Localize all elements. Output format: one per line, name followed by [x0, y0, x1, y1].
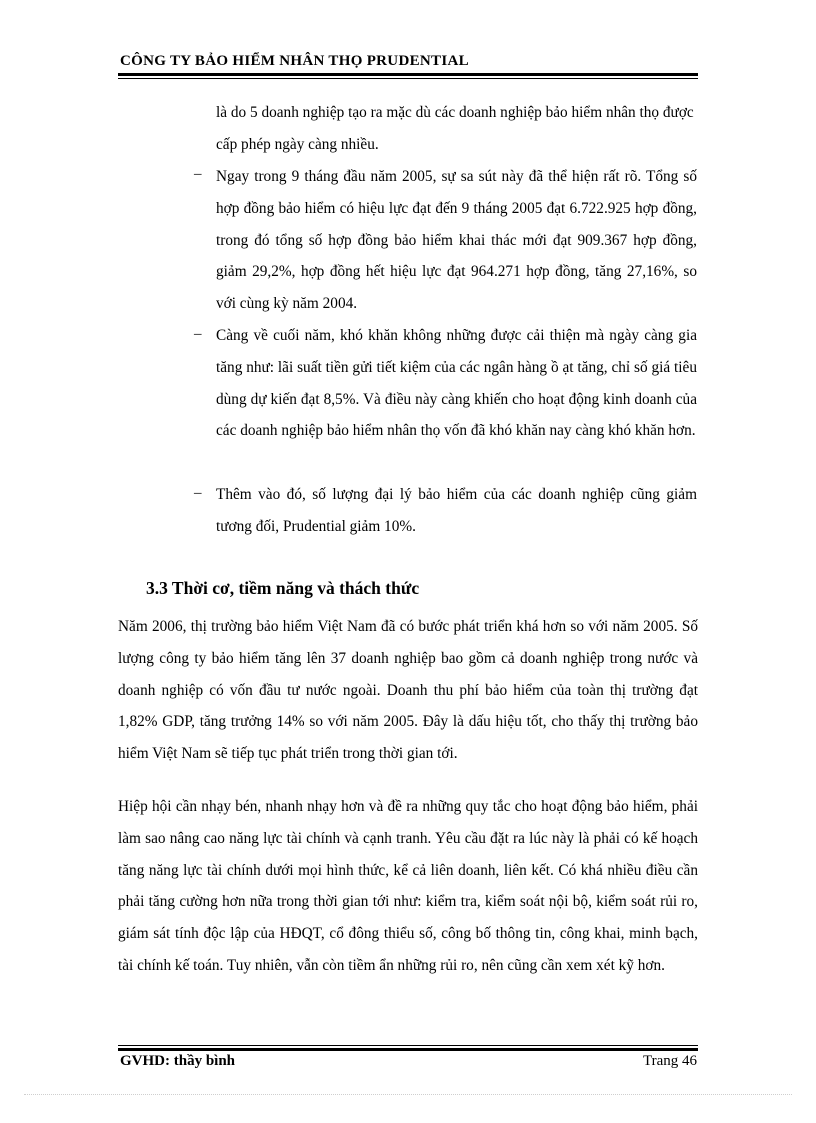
footer-rule-thin — [118, 1045, 698, 1046]
footer-advisor: GVHD: thầy bình — [120, 1053, 236, 1069]
footer-page-number: Trang 46 — [642, 1053, 697, 1069]
section-paragraph-2: Hiệp hội cần nhạy bén, nhanh nhạy hơn và đề ra những quy tắc cho hoạt động bảo hiểm, phải làm sao nâng cao năng lực tài chính và cạnh tranh. Yêu cầu đặt ra lúc này là phải có kế hoạch tăng năng lực tài chính dưới mọi hình thức, kể cả liên doanh, liên kết. Có khá nhiều điều cần phải tăng cường hơn nữa trong thời gian tới như: kiểm tra, kiểm soát nội bộ, kiểm soát rủi ro, giám sát tính độc lập của HĐQT, cổ đông thiểu số, công bố thông tin, công khai, minh bạch, tài chính kế toán. Tuy nhiên, vẫn còn tiềm ẩn những rủi ro, nên cũng cần xem xét kỹ hơn. — [118, 798, 698, 974]
header-rule-thick — [118, 73, 698, 76]
footer-rule-thick — [118, 1048, 698, 1051]
page-header-title: CÔNG TY BẢO HIỂM NHÂN THỌ PRUDENTIAL — [120, 53, 469, 69]
section-heading: 3.3 Thời cơ, tiềm năng và thách thức — [146, 578, 420, 598]
bullet-item-2: Càng về cuối năm, khó khăn không những được cải thiện mà ngày càng gia tăng như: lãi suất tiền gửi tiết kiệm của các ngân hàng ồ ạt tăng, chỉ số giá tiêu dùng dự kiến đạt 8,5%. Và điều này càng khiến cho hoạt động kinh doanh của các doanh nghiệp bảo hiểm nhân thọ vốn đã khó khăn nay càng khó khăn hơn. — [216, 327, 697, 440]
section-paragraph-1: Năm 2006, thị trường bảo hiểm Việt Nam đã có bước phát triển khá hơn so với năm 2005. Số lượng công ty bảo hiểm tăng lên 37 doanh nghiệp bao gồm cả doanh nghiệp trong nước và doanh nghiệp có vốn đầu tư nước ngoài. Doanh thu phí bảo hiểm của toàn thị trường đạt 1,82% GDP, tăng trưởng 14% so với năm 2005. Đây là dấu hiệu tốt, cho thấy thị trường bảo hiểm Việt Nam sẽ tiếp tục phát triển trong thời gian tới. — [118, 618, 698, 763]
bullet-marker: – — [194, 326, 202, 342]
header-rule-thin — [118, 78, 698, 79]
bullet-marker: – — [194, 485, 202, 501]
bullet-item-1: Ngay trong 9 tháng đầu năm 2005, sự sa sút này đã thể hiện rất rõ. Tổng số hợp đồng bảo hiểm có hiệu lực đạt đến 9 tháng 2005 đạt 6.722.925 hợp đồng, trong đó tổng số hợp đồng bảo hiểm khai thác mới đạt 909.367 hợp đồng, giảm 29,2%, hợp đồng hết hiệu lực đạt 964.271 hợp đồng, tăng 27,16%, so với cùng kỳ năm 2004. — [216, 168, 697, 313]
continuation-paragraph: là do 5 doanh nghiệp tạo ra mặc dù các doanh nghiệp bảo hiểm nhân thọ được cấp phép ngày càng nhiều. — [216, 104, 694, 153]
page-edge-divider — [24, 1094, 792, 1095]
bullet-item-3: Thêm vào đó, số lượng đại lý bảo hiểm của các doanh nghiệp cũng giảm tương đối, Prudential giảm 10%. — [216, 486, 697, 535]
bullet-marker: – — [194, 166, 202, 182]
